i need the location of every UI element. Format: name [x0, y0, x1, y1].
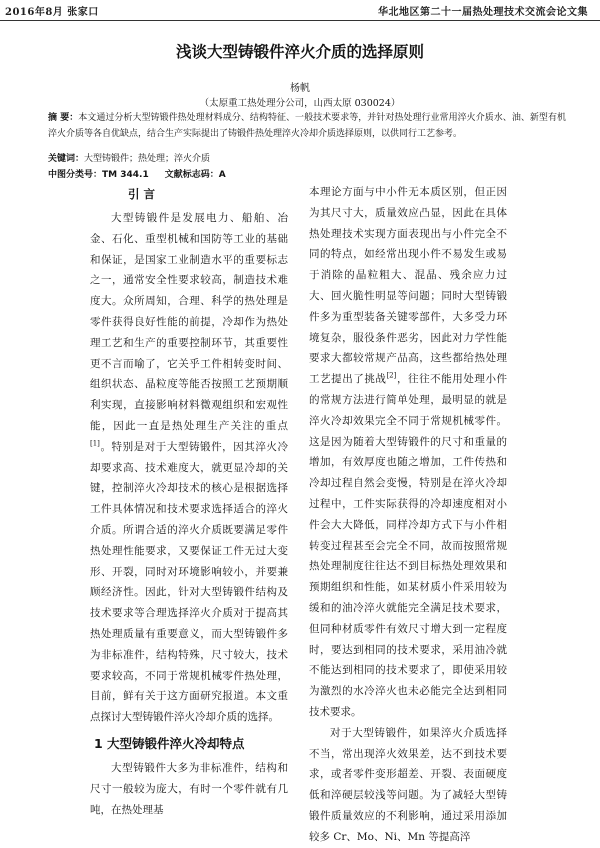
running-header-right: 华北地区第二十一届热处理技术交流会论文集: [378, 7, 588, 18]
header-rule: [0, 20, 600, 21]
intro-p1-tail: 。特别是对于大型铸锻件，因其淬火冷却要求高、技术难度大，就更显冷却的关键，控制淬火冷却技术的核心是根据选择工件具体情况和技术要求选择适合的淬火介质。所谓合适的淬火介质既要满足零件热处理性能要求，又要保证工件无过大变形、开裂，同时对环境影响较小，并要兼顾经济性。因此，针对大型铸锻件结构及技术要求等合理选择淬火介质对于提高其热处理质量有重要意义，而大型铸锻件多为非标准件，结构特殊，尺寸较大，技术要求较高，不同于常规机械零件热处理，目前，鲜有关于这方面研究报道。本文重点探讨大型铸锻件淬火冷却介质的选择。: [90, 440, 288, 724]
section-1-heading: 1 大型铸锻件淬火冷却特点: [94, 735, 245, 751]
keywords-text: 大型铸锻件；热处理；淬火介质: [84, 154, 211, 164]
keywords: [48, 151, 210, 164]
classification-row: [48, 167, 226, 180]
intro-p1: 大型铸锻件是发展电力、船舶、冶金、石化、重型机械和国防等工业的基础和保证，是国家工业制造水平的重要标志之一，通常安全性要求较高，制造技术难度大。众所周知，合理、科学的热处理是零件获得良好性能的前提，冷却作为热处理工艺和生产的重要控制环节，其重要性更不言而喻了，它关乎工件相转变时间、组织状态、晶粒度等能否按照工艺预期顺利实现，直接影响材料微观组织和宏观性能，因此一直是热处理生产关注的重点: [90, 212, 288, 432]
abstract-label: 摘 要：: [48, 113, 79, 123]
intro-paragraph: [90, 208, 288, 728]
author-name: 杨帆: [290, 83, 310, 94]
doc-code-label: 文献标志码：: [164, 170, 219, 180]
abstract: [48, 110, 566, 142]
ref-2: [2]: [386, 371, 397, 380]
abstract-text: 本文通过分析大型铸锻件热处理材料成分、结构特征、一般技术要求等，并针对热处理行业常用淬火介质水、油、新型有机淬火介质等各自优缺点，结合生产实际提出了铸锻件热处理淬火冷却介质选择原则，以供同行工艺参考。: [48, 113, 566, 139]
intro-ref-1: [1]: [90, 439, 100, 448]
keywords-label: 关键词：: [48, 154, 85, 164]
section-1-paragraph: 大型铸锻件大多为非标准件，结构和尺寸一般较为庞大，有时一个零件就有几吨，在热处理基: [90, 761, 288, 816]
paper-title: 浅谈大型铸锻件淬火介质的选择原则: [175, 43, 424, 61]
intro-heading: 引 言: [128, 187, 156, 201]
running-header-left: 2016年8月 张家口: [5, 7, 99, 18]
right-p1-tail: ，往往不能用处理小件的常规方法进行简单处理，最明显的就是淬火冷却效果完全不同于常规机械零件。这是因为随着大型铸锻件的尺寸和重量的增加，有效厚度也随之增加，工件传热和冷却过程自然会变慢，特别是在淬火冷却过程中，工件实际获得的冷却速度相对小件会大大降低，同样冷却方式下与小件相转变过程甚至会完全不同，故而按照常规热处理制度往往达不到目标热处理效果和预期组织和性能，如某材质小件采用较为缓和的油冷淬火就能完全满足技术要求，但同种材质零件有效尺寸增大到一定程度时，要达到相同的技术要求，采用油冷就不能达到相同的技术要求了，即使采用较为激烈的水冷淬火也未必能完全达到相同技术要求。: [309, 373, 508, 718]
right-paragraph-1: [309, 182, 507, 723]
right-p1: 本理论方面与中小件无本质区别，但正因为其尺寸大，质量效应凸显，因此在具体热处理技术实现方面表现出与小件完全不同的特点，如经常出现小件不易发生或易于消除的晶粒粗大、混晶、残余应力过大、回火脆性明显等问题；同时大型铸锻件多为重型装备关键零部件，大多受力环境复杂，服役条件恶劣，因此对力学性能要求大都较常规产品高，这些都给热处理工艺提出了挑战: [309, 186, 507, 386]
doc-code-value: A: [218, 170, 226, 180]
right-column: [309, 182, 507, 848]
clc-label: 中图分类号：: [48, 170, 103, 180]
left-column: [90, 182, 288, 820]
author-affiliation: （太原重工热处理分公司，山西太原 030024）: [199, 98, 401, 109]
clc-value: TM 344.1: [102, 170, 149, 180]
right-paragraph-2: 对于大型铸锻件，如果淬火介质选择不当，常出现淬火效果差，达不到技术要求，或者零件变形超差、开裂、表面硬度低和淬硬层较浅等问题。为了减轻大型铸锻件质量效应的不利影响，通过采用添加较多 Cr、Mo、Ni、Mn 等提高淬: [309, 726, 507, 843]
